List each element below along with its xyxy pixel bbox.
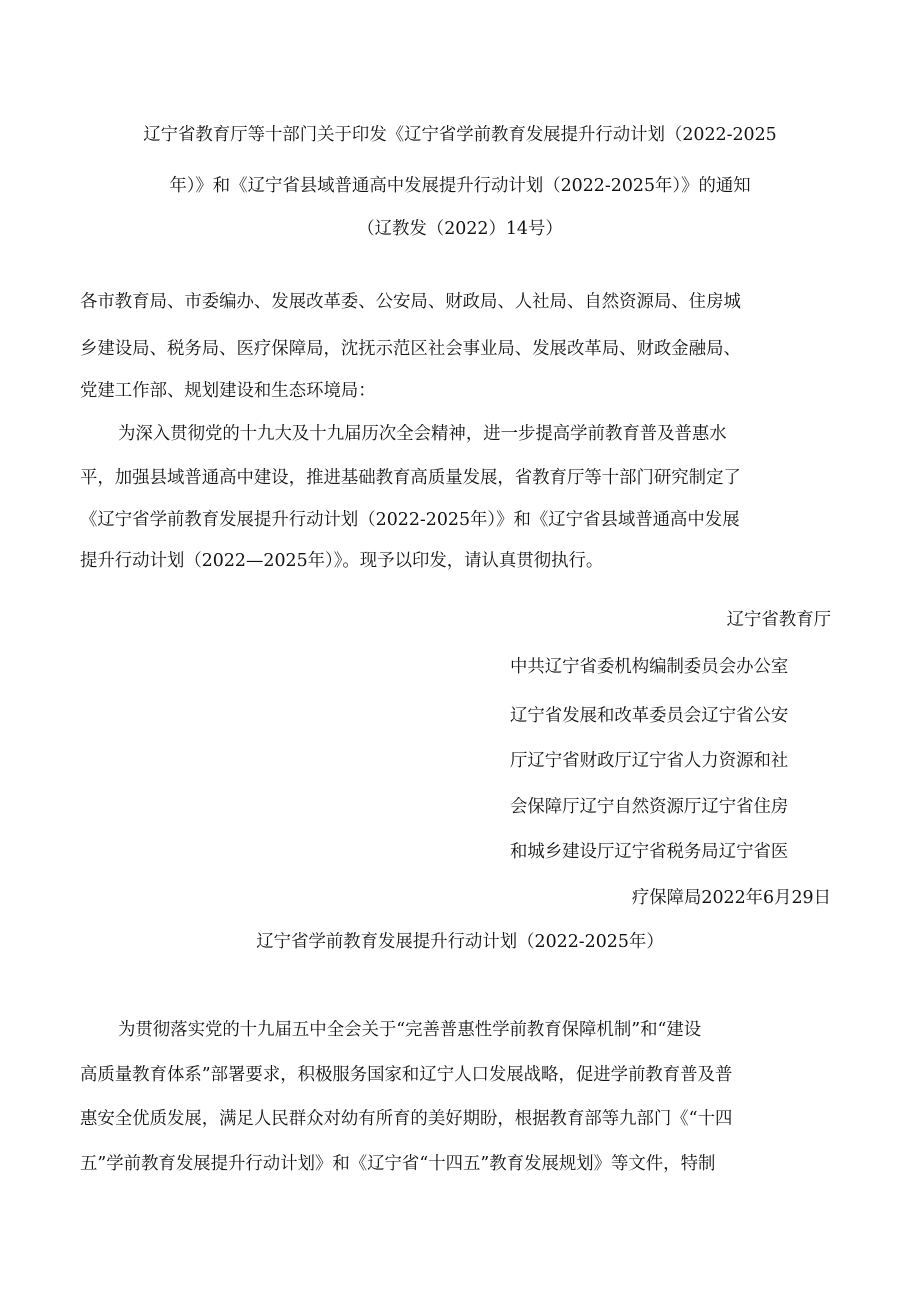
recipients-line: 乡建设局、税务局、医疗保障局，沈抚示范区社会事业局、发展改革局、财政金融局、: [80, 339, 741, 359]
signatory-line: 中共辽宁省委机构编制委员会办公室: [510, 657, 789, 677]
recipients-line: 各市教育局、市委编办、发展改革委、公安局、财政局、人社局、自然资源局、住房城: [80, 292, 741, 312]
notice-title-line-1: 辽宁省教育厅等十部门关于印发《辽宁省学前教育发展提升行动计划（2022-2025: [143, 125, 777, 145]
body-paragraph-line: 为深入贯彻党的十九大及十九届历次全会精神，进一步提高学前教育普及普惠水: [118, 424, 727, 444]
signatory-line: 会保障厅辽宁自然资源厅辽宁省住房: [510, 797, 789, 817]
signatory-line: 和城乡建设厅辽宁省税务局辽宁省医: [510, 842, 789, 862]
signatory-line: 厅辽宁省财政厅辽宁省人力资源和社: [510, 751, 789, 771]
attachment-paragraph-line: 五”学前教育发展提升行动计划》和《辽宁省“十四五”教育发展规划》等文件，特制: [80, 1154, 716, 1174]
body-paragraph-line: 提升行动计划（2022—2025年）》。现予以印发，请认真贯彻执行。: [80, 551, 604, 571]
document-number: （辽教发（2022）14号）: [357, 219, 563, 239]
attachment-paragraph-line: 为贯彻落实党的十九届五中全会关于“完善普惠性学前教育保障机制”和“建设: [118, 1020, 702, 1040]
attachment-paragraph-line: 高质量教育体系”部署要求，积极服务国家和辽宁人口发展战略，促进学前教育普及普: [80, 1065, 733, 1085]
notice-title-line-2: 年）》和《辽宁省县域普通高中发展提升行动计划（2022-2025年）》的通知: [169, 176, 751, 196]
recipients-line: 党建工作部、规划建设和生态环境局：: [80, 381, 376, 401]
signatory-date-line: 疗保障局2022年6月29日: [631, 888, 831, 908]
body-paragraph-line: 《辽宁省学前教育发展提升行动计划（2022-2025年）》和《辽宁省县域普通高中发展: [80, 510, 740, 530]
attachment-paragraph-line: 惠安全优质发展，满足人民群众对幼有所育的美好期盼，根据教育部等九部门《“十四: [80, 1109, 733, 1129]
signatory-first: 辽宁省教育厅: [726, 610, 831, 630]
attachment-title: 辽宁省学前教育发展提升行动计划（2022-2025年）: [256, 932, 664, 952]
body-paragraph-line: 平，加强县域普通高中建设，推进基础教育高质量发展，省教育厅等十部门研究制定了: [80, 468, 741, 488]
signatory-line: 辽宁省发展和改革委员会辽宁省公安: [510, 706, 789, 726]
